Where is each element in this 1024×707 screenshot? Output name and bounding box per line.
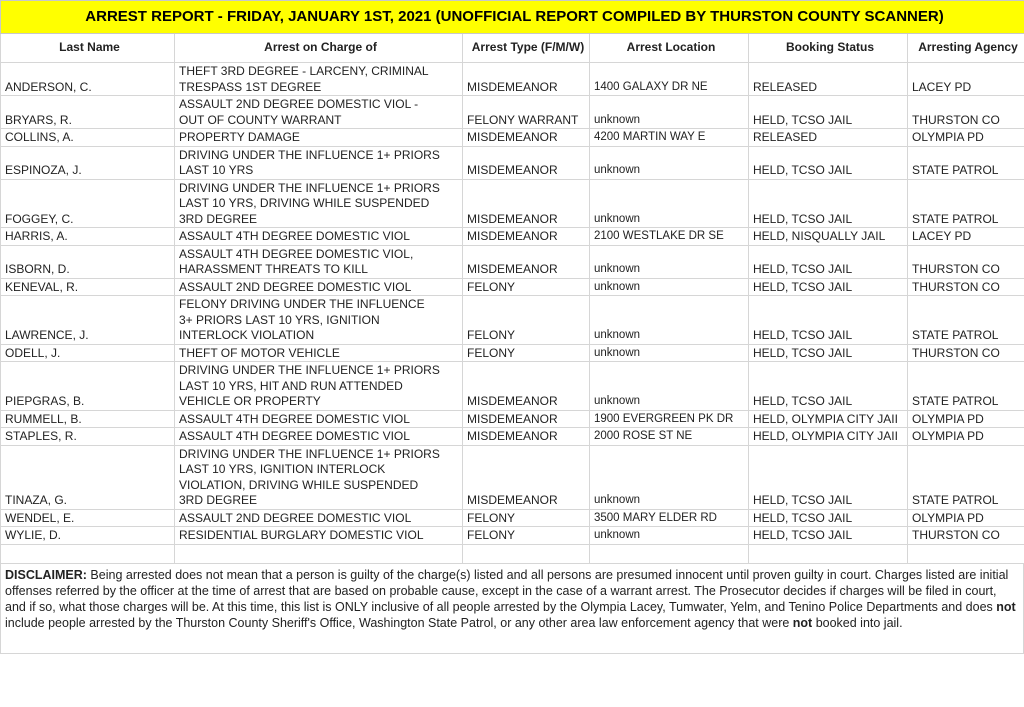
arresting-agency-cell: LACEY PD	[908, 63, 1024, 96]
arresting-agency-cell: THURSTON CO	[908, 96, 1024, 129]
charge-cell	[175, 179, 463, 228]
arresting-agency-cell: THURSTON CO	[908, 527, 1024, 545]
arrest-type-cell: MISDEMEANOR	[463, 228, 590, 246]
arrest-location-cell: 1400 GALAXY DR NE	[590, 63, 749, 96]
table-row	[1, 509, 1024, 527]
last-name-cell: STAPLES, R.	[1, 428, 175, 446]
last-name-cell: ISBORN, D.	[1, 245, 175, 278]
arrest-type-cell: MISDEMEANOR	[463, 146, 590, 179]
arrest-location-cell: unknown	[590, 527, 749, 545]
last-name-cell: LAWRENCE, J.	[1, 296, 175, 345]
last-name-cell: BRYARS, R.	[1, 96, 175, 129]
arresting-agency-cell: OLYMPIA PD	[908, 428, 1024, 446]
column-header: Arresting Agency	[908, 34, 1024, 63]
charge-line: THEFT OF MOTOR VEHICLE	[179, 345, 340, 360]
arrest-location-cell: unknown	[590, 245, 749, 278]
booking-status-cell: RELEASED	[749, 63, 908, 96]
last-name-cell: WYLIE, D.	[1, 527, 175, 545]
column-header: Arrest on Charge of	[175, 34, 463, 63]
arrest-type-cell: FELONY	[463, 509, 590, 527]
disclaimer-text: booked into jail.	[812, 615, 903, 630]
charge-line: ASSAULT 4TH DEGREE DOMESTIC VIOL,	[179, 246, 414, 261]
arrest-location-cell: unknown	[590, 296, 749, 345]
charge-line: LAST 10 YRS, HIT AND RUN ATTENDED	[179, 378, 403, 393]
charge-cell	[175, 344, 463, 362]
arrest-type-cell: FELONY WARRANT	[463, 96, 590, 129]
arresting-agency-cell: THURSTON CO	[908, 278, 1024, 296]
last-name-cell: ANDERSON, C.	[1, 63, 175, 96]
arrest-location-cell: unknown	[590, 445, 749, 509]
table-row	[1, 278, 1024, 296]
report-title-row	[1, 1, 1024, 34]
last-name-cell: ODELL, J.	[1, 344, 175, 362]
charge-line: DRIVING UNDER THE INFLUENCE 1+ PRIORS	[179, 147, 440, 162]
last-name-cell: ESPINOZA, J.	[1, 146, 175, 179]
charge-cell	[175, 509, 463, 527]
arresting-agency-cell: STATE PATROL	[908, 362, 1024, 411]
charge-cell	[175, 362, 463, 411]
booking-status-cell: HELD, TCSO JAIL	[749, 344, 908, 362]
charge-line: DRIVING UNDER THE INFLUENCE 1+ PRIORS	[179, 180, 440, 195]
table-row	[1, 228, 1024, 246]
booking-status-cell: HELD, TCSO JAIL	[749, 362, 908, 411]
charge-line: THEFT 3RD DEGREE - LARCENY, CRIMINAL	[179, 64, 429, 78]
booking-status-cell: HELD, TCSO JAIL	[749, 96, 908, 129]
last-name-cell: RUMMELL, B.	[1, 410, 175, 428]
disclaimer-text: Being arrested does not mean that a person is guilty of the charge(s) listed and all persons are presumed innocent until proven guilty in court. Charges listed are initial offenses referred by the officer at the time of arrest that are based on probable cause, except in the case of a warrant arrest. The Prosecutor decides if charges will be filed in court, and if so, what those charges will be. At this time, this list is ONLY inclusive of all people arrested by the Olympia Lacey, Tumwater, Yelm, and Tenino Police Departments and does	[5, 567, 1009, 614]
booking-status-cell: HELD, OLYMPIA CITY JAII	[749, 410, 908, 428]
charge-line: DRIVING UNDER THE INFLUENCE 1+ PRIORS	[179, 446, 440, 461]
arrest-type-cell: MISDEMEANOR	[463, 245, 590, 278]
charge-line: VEHICLE OR PROPERTY	[179, 394, 321, 408]
disclaimer-emphasis: not	[792, 615, 813, 630]
arresting-agency-cell: STATE PATROL	[908, 445, 1024, 509]
charge-cell	[175, 445, 463, 509]
charge-cell	[175, 96, 463, 129]
column-header-row	[1, 34, 1024, 63]
charge-cell	[175, 129, 463, 147]
arrest-type-cell: FELONY	[463, 296, 590, 345]
empty-cell	[175, 544, 463, 563]
arrest-location-cell: unknown	[590, 96, 749, 129]
empty-cell	[1, 544, 175, 563]
last-name-cell: HARRIS, A.	[1, 228, 175, 246]
table-row	[1, 445, 1024, 509]
arrest-type-cell: MISDEMEANOR	[463, 428, 590, 446]
charge-line: ASSAULT 2ND DEGREE DOMESTIC VIOL	[179, 279, 412, 294]
arrest-type-cell: FELONY	[463, 527, 590, 545]
arresting-agency-cell: STATE PATROL	[908, 296, 1024, 345]
last-name-cell: PIEPGRAS, B.	[1, 362, 175, 411]
arrest-type-cell: MISDEMEANOR	[463, 445, 590, 509]
table-row	[1, 129, 1024, 147]
arresting-agency-cell: OLYMPIA PD	[908, 410, 1024, 428]
booking-status-cell: HELD, TCSO JAIL	[749, 509, 908, 527]
arrest-location-cell: unknown	[590, 278, 749, 296]
arresting-agency-cell: OLYMPIA PD	[908, 129, 1024, 147]
arrest-type-cell: MISDEMEANOR	[463, 179, 590, 228]
table-row	[1, 245, 1024, 278]
arrest-type-cell: FELONY	[463, 344, 590, 362]
charge-line: ASSAULT 4TH DEGREE DOMESTIC VIOL	[179, 229, 410, 243]
booking-status-cell: HELD, TCSO JAIL	[749, 445, 908, 509]
charge-line: OUT OF COUNTY WARRANT	[179, 112, 342, 127]
disclaimer-label: DISCLAIMER:	[5, 567, 87, 582]
arrest-type-cell: MISDEMEANOR	[463, 129, 590, 147]
table-row	[1, 428, 1024, 446]
charge-line: TRESPASS 1ST DEGREE	[179, 79, 322, 94]
booking-status-cell: HELD, TCSO JAIL	[749, 278, 908, 296]
table-row	[1, 296, 1024, 345]
arresting-agency-cell: THURSTON CO	[908, 344, 1024, 362]
table-row	[1, 96, 1024, 129]
booking-status-cell: HELD, NISQUALLY JAIL	[749, 228, 908, 246]
arrest-location-cell: 4200 MARTIN WAY E	[590, 129, 749, 147]
arrest-location-cell: 1900 EVERGREEN PK DR	[590, 410, 749, 428]
column-header: Booking Status	[749, 34, 908, 63]
last-name-cell: TINAZA, G.	[1, 445, 175, 509]
table-row	[1, 63, 1024, 96]
charge-line: LAST 10 YRS, IGNITION INTERLOCK	[179, 462, 386, 476]
column-header: Arrest Location	[590, 34, 749, 63]
charge-cell	[175, 228, 463, 246]
charge-cell	[175, 428, 463, 446]
charge-cell	[175, 296, 463, 345]
table-row	[1, 146, 1024, 179]
arrest-location-cell: 2100 WESTLAKE DR SE	[590, 228, 749, 246]
charge-line: 3+ PRIORS LAST 10 YRS, IGNITION	[179, 312, 380, 327]
arrest-location-cell: unknown	[590, 179, 749, 228]
charge-cell	[175, 63, 463, 96]
table-row	[1, 344, 1024, 362]
booking-status-cell: HELD, TCSO JAIL	[749, 146, 908, 179]
arresting-agency-cell: LACEY PD	[908, 228, 1024, 246]
arrest-location-cell: unknown	[590, 362, 749, 411]
table-row	[1, 410, 1024, 428]
arresting-agency-cell: STATE PATROL	[908, 146, 1024, 179]
arrest-type-cell: MISDEMEANOR	[463, 362, 590, 411]
charge-line: LAST 10 YRS	[179, 163, 254, 177]
booking-status-cell: HELD, TCSO JAIL	[749, 245, 908, 278]
booking-status-cell: HELD, TCSO JAIL	[749, 296, 908, 345]
charge-cell	[175, 278, 463, 296]
last-name-cell: COLLINS, A.	[1, 129, 175, 147]
arrest-type-cell: FELONY	[463, 278, 590, 296]
arresting-agency-cell: STATE PATROL	[908, 179, 1024, 228]
charge-line: ASSAULT 2ND DEGREE DOMESTIC VIOL -	[179, 97, 419, 111]
charge-line: 3RD DEGREE	[179, 211, 258, 226]
charge-line: VIOLATION, DRIVING WHILE SUSPENDED	[179, 477, 419, 492]
charge-line: RESIDENTIAL BURGLARY DOMESTIC VIOL	[179, 528, 424, 542]
arrest-location-cell: unknown	[590, 344, 749, 362]
arrest-location-cell: 2000 ROSE ST NE	[590, 428, 749, 446]
empty-cell	[749, 544, 908, 563]
charge-line: 3RD DEGREE	[179, 493, 258, 507]
charge-cell	[175, 146, 463, 179]
booking-status-cell: HELD, TCSO JAIL	[749, 527, 908, 545]
charge-cell	[175, 245, 463, 278]
charge-line: FELONY DRIVING UNDER THE INFLUENCE	[179, 297, 425, 311]
empty-cell	[463, 544, 590, 563]
empty-row	[1, 544, 1024, 563]
charge-line: INTERLOCK VIOLATION	[179, 328, 315, 342]
charge-line: ASSAULT 2ND DEGREE DOMESTIC VIOL	[179, 510, 412, 525]
last-name-cell: KENEVAL, R.	[1, 278, 175, 296]
arrest-type-cell: MISDEMEANOR	[463, 63, 590, 96]
booking-status-cell: HELD, OLYMPIA CITY JAII	[749, 428, 908, 446]
booking-status-cell: RELEASED	[749, 129, 908, 147]
charge-line: ASSAULT 4TH DEGREE DOMESTIC VIOL	[179, 429, 410, 443]
last-name-cell: WENDEL, E.	[1, 509, 175, 527]
table-row	[1, 527, 1024, 545]
arrest-type-cell: MISDEMEANOR	[463, 410, 590, 428]
empty-cell	[908, 544, 1024, 563]
disclaimer-text: include people arrested by the Thurston County Sheriff's Office, Washington State Patrol, or any other area law enforcement agency that were	[5, 615, 793, 630]
table-row	[1, 362, 1024, 411]
report-title: ARREST REPORT - FRIDAY, JANUARY 1ST, 2021 (UNOFFICIAL REPORT COMPILED BY THURSTON COUNTY SCANNER)	[1, 1, 1024, 34]
charge-line: PROPERTY DAMAGE	[179, 130, 300, 144]
column-header: Arrest Type (F/M/W)	[463, 34, 590, 63]
charge-cell	[175, 527, 463, 545]
arrest-location-cell: 3500 MARY ELDER RD	[590, 509, 749, 527]
disclaimer	[0, 564, 1024, 654]
charge-line: ASSAULT 4TH DEGREE DOMESTIC VIOL	[179, 411, 410, 426]
empty-cell	[590, 544, 749, 563]
column-header: Last Name	[1, 34, 175, 63]
booking-status-cell: HELD, TCSO JAIL	[749, 179, 908, 228]
arresting-agency-cell: OLYMPIA PD	[908, 509, 1024, 527]
disclaimer-emphasis: not	[996, 599, 1016, 614]
charge-line: HARASSMENT THREATS TO KILL	[179, 262, 368, 276]
charge-line: DRIVING UNDER THE INFLUENCE 1+ PRIORS	[179, 363, 440, 377]
arresting-agency-cell: THURSTON CO	[908, 245, 1024, 278]
charge-line: LAST 10 YRS, DRIVING WHILE SUSPENDED	[179, 196, 430, 210]
charge-cell	[175, 410, 463, 428]
last-name-cell: FOGGEY, C.	[1, 179, 175, 228]
arrest-location-cell: unknown	[590, 146, 749, 179]
table-row	[1, 179, 1024, 228]
